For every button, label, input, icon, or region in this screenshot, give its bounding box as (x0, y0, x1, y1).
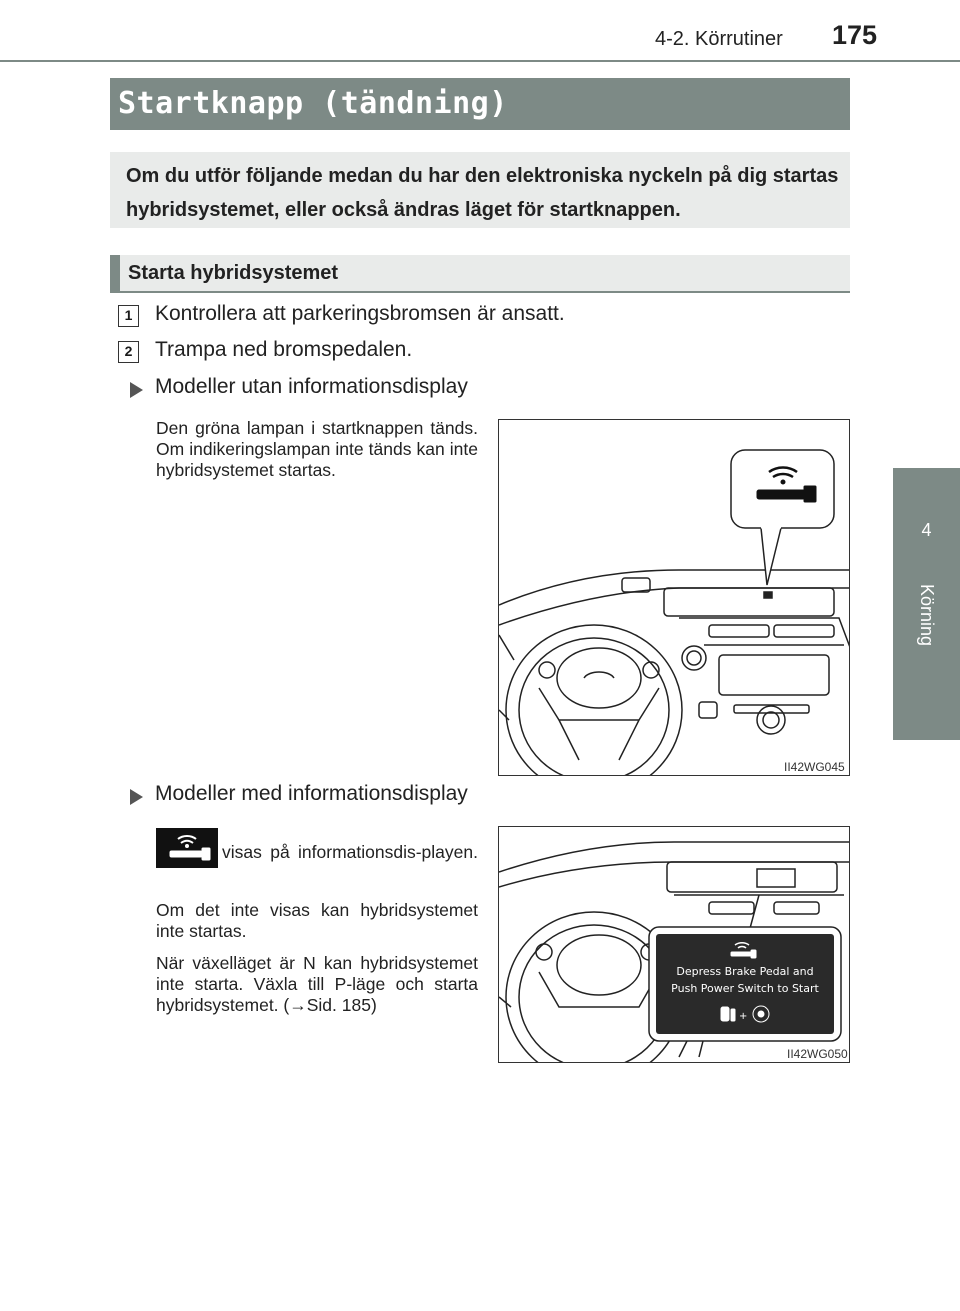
display-message-line-2: Push Power Switch to Start (671, 982, 819, 995)
bullet-text: Modeller med informationsdisplay (155, 782, 468, 805)
model-b-body-3: När växelläget är N kan hybridsystemet inte starta. Växla till P-läge och starta hybridsystemet. (→Sid. 185) (156, 953, 478, 1015)
figure-id: II42WG050 (787, 1047, 848, 1061)
chapter-tab (893, 468, 960, 740)
figure-dashboard-2 (498, 826, 850, 1063)
model-b-line-1 (156, 828, 478, 876)
figure-dashboard-1 (498, 419, 850, 776)
model-b-body-after-icon: visas på informationsdis-playen. (222, 842, 478, 862)
intro-box (110, 152, 850, 228)
dashboard-display-illustration (499, 827, 850, 1063)
model-a-body: Den gröna lampan i startknappen tänds. Om indikeringslampan inte tänds kan inte hybridsystemet startas. (156, 418, 478, 480)
section-title: 4-2. Körrutiner (655, 28, 783, 50)
title-bar (110, 78, 850, 130)
key-indicator-icon (156, 828, 218, 868)
step-text: Trampa ned bromspedalen. (155, 338, 413, 361)
model-b-body (156, 828, 478, 1016)
display-message-line-1: Depress Brake Pedal and (676, 965, 814, 978)
subsection-bar (110, 255, 850, 293)
step-number: 2 (118, 341, 139, 363)
triangle-bullet-icon (130, 382, 143, 398)
dashboard-illustration (499, 420, 850, 776)
chapter-number: 4 (921, 520, 932, 540)
header-rule (0, 60, 960, 62)
page-number: 175 (832, 20, 878, 50)
step-number: 1 (118, 305, 139, 327)
triangle-bullet-icon (130, 789, 143, 805)
step-text: Kontrollera att parkeringsbromsen är ansatt. (155, 302, 565, 325)
svg-text:+: + (739, 1011, 748, 1022)
intro-text: Om du utför följande medan du har den elektroniska nyckeln på dig startas hybridsystemet, eller också ändras läget för startknappen. (126, 165, 839, 221)
chapter-label: Körning (917, 584, 937, 647)
bullet-text: Modeller utan informationsdisplay (155, 375, 468, 398)
figure-id: II42WG045 (784, 760, 845, 774)
page-title: Startknapp (tändning) (118, 86, 508, 121)
subsection-title: Starta hybridsystemet (128, 262, 339, 284)
model-b-body-2: Om det inte visas kan hybridsystemet inte startas. (156, 900, 478, 941)
